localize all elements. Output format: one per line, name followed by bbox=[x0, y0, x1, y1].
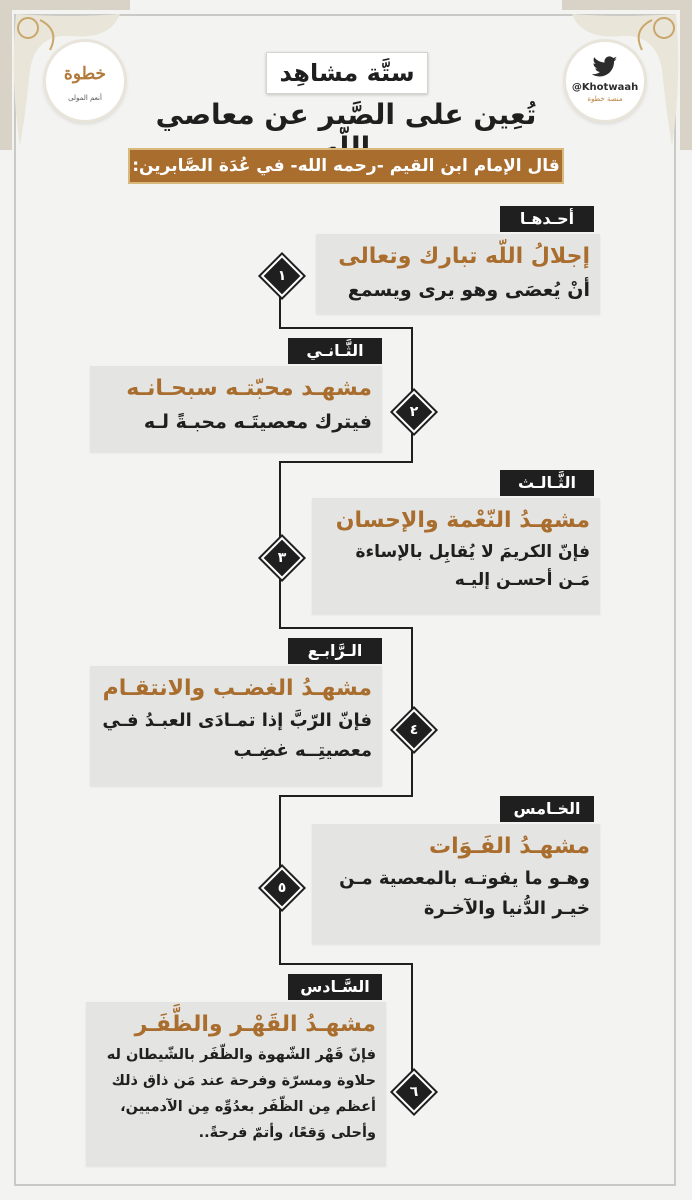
logo-subtext: أنعم المولى bbox=[68, 94, 102, 102]
step-heading-3: مشهـدُ النّعْمة والإحسان bbox=[335, 508, 590, 533]
step-heading-1: إجلالُ اللّه تبارك وتعالى bbox=[338, 244, 590, 269]
step-label-6: السَّـادس bbox=[288, 974, 382, 1000]
logo-text: خطوة bbox=[63, 64, 107, 84]
step-number-1-text: ١ bbox=[277, 268, 287, 284]
step-label-1: أحـدهـا bbox=[500, 206, 594, 232]
step-body-5: وهـو ما يفوتـه بالمعصية مـن خيـر الدُّنيا والآخـرة bbox=[339, 868, 590, 919]
step-card-5 bbox=[312, 824, 600, 944]
step-body-4: فإنّ الرّبَّ إذا تمـادَى العبـدُ فـي معصيتِــه غضِـب bbox=[102, 710, 372, 761]
step-label-5: الخـامس bbox=[500, 796, 594, 822]
step-body-1: أنْ يُعصَى وهو يرى ويسمع bbox=[347, 279, 590, 301]
step-card-6 bbox=[86, 1002, 386, 1166]
step-heading-2: مشهـد محبّتـه سبحـانـه bbox=[126, 376, 372, 401]
step-card-4 bbox=[90, 666, 382, 786]
step-body-2: فيترك معصيتَـه محبـةً لـه bbox=[143, 411, 372, 433]
step-number-2-text: ٢ bbox=[409, 404, 419, 420]
step-body-6: فإنّ قَهْر الشّهوة والظّفَر بالشّيطان له حلاوة ومسرّة وفرحة عند مَن ذاق ذلك أعظم مِن الظّفَر بعدُوِّه مِن الآدميين، وأحلى وَقعًا، وأتمّ فرحةً.. bbox=[106, 1047, 376, 1141]
twitter-handle: @Khotwaah bbox=[571, 82, 639, 93]
page-subtitle: تُعِين على الصَّبر عن معاصي bbox=[155, 98, 537, 131]
step-card-1 bbox=[316, 234, 600, 314]
twitter-subtext: منصة خطوة bbox=[587, 95, 623, 103]
step-number-5-text: ٥ bbox=[277, 880, 287, 896]
page-title: ستَّة مشاهِد bbox=[266, 52, 428, 94]
step-number-4-text: ٤ bbox=[409, 722, 419, 738]
step-card-3 bbox=[312, 498, 600, 614]
step-body-3: فإنّ الكريمَ لا يُقابِل بالإساءة مَـن أحسـن إليـه bbox=[355, 542, 590, 590]
quote-banner: قال الإمام ابن القيم -رحمه الله- في عُدَة الصَّابرين: bbox=[128, 148, 564, 184]
step-heading-6: مشهـدُ القَهْـر والظَّفَـر bbox=[134, 1012, 376, 1037]
step-label-3: الثَّـالـث bbox=[500, 470, 594, 496]
step-number-3-text: ٣ bbox=[277, 550, 287, 566]
step-heading-5: مشهـدُ الفَـوَات bbox=[428, 834, 590, 859]
step-heading-4: مشهـدُ الغضـب والانتقـام bbox=[102, 676, 372, 701]
step-number-6-text: ٦ bbox=[409, 1084, 419, 1100]
step-label-4: الـرَّابـع bbox=[288, 638, 382, 664]
step-label-2: الثَّـانـي bbox=[288, 338, 382, 364]
step-card-2 bbox=[90, 366, 382, 452]
